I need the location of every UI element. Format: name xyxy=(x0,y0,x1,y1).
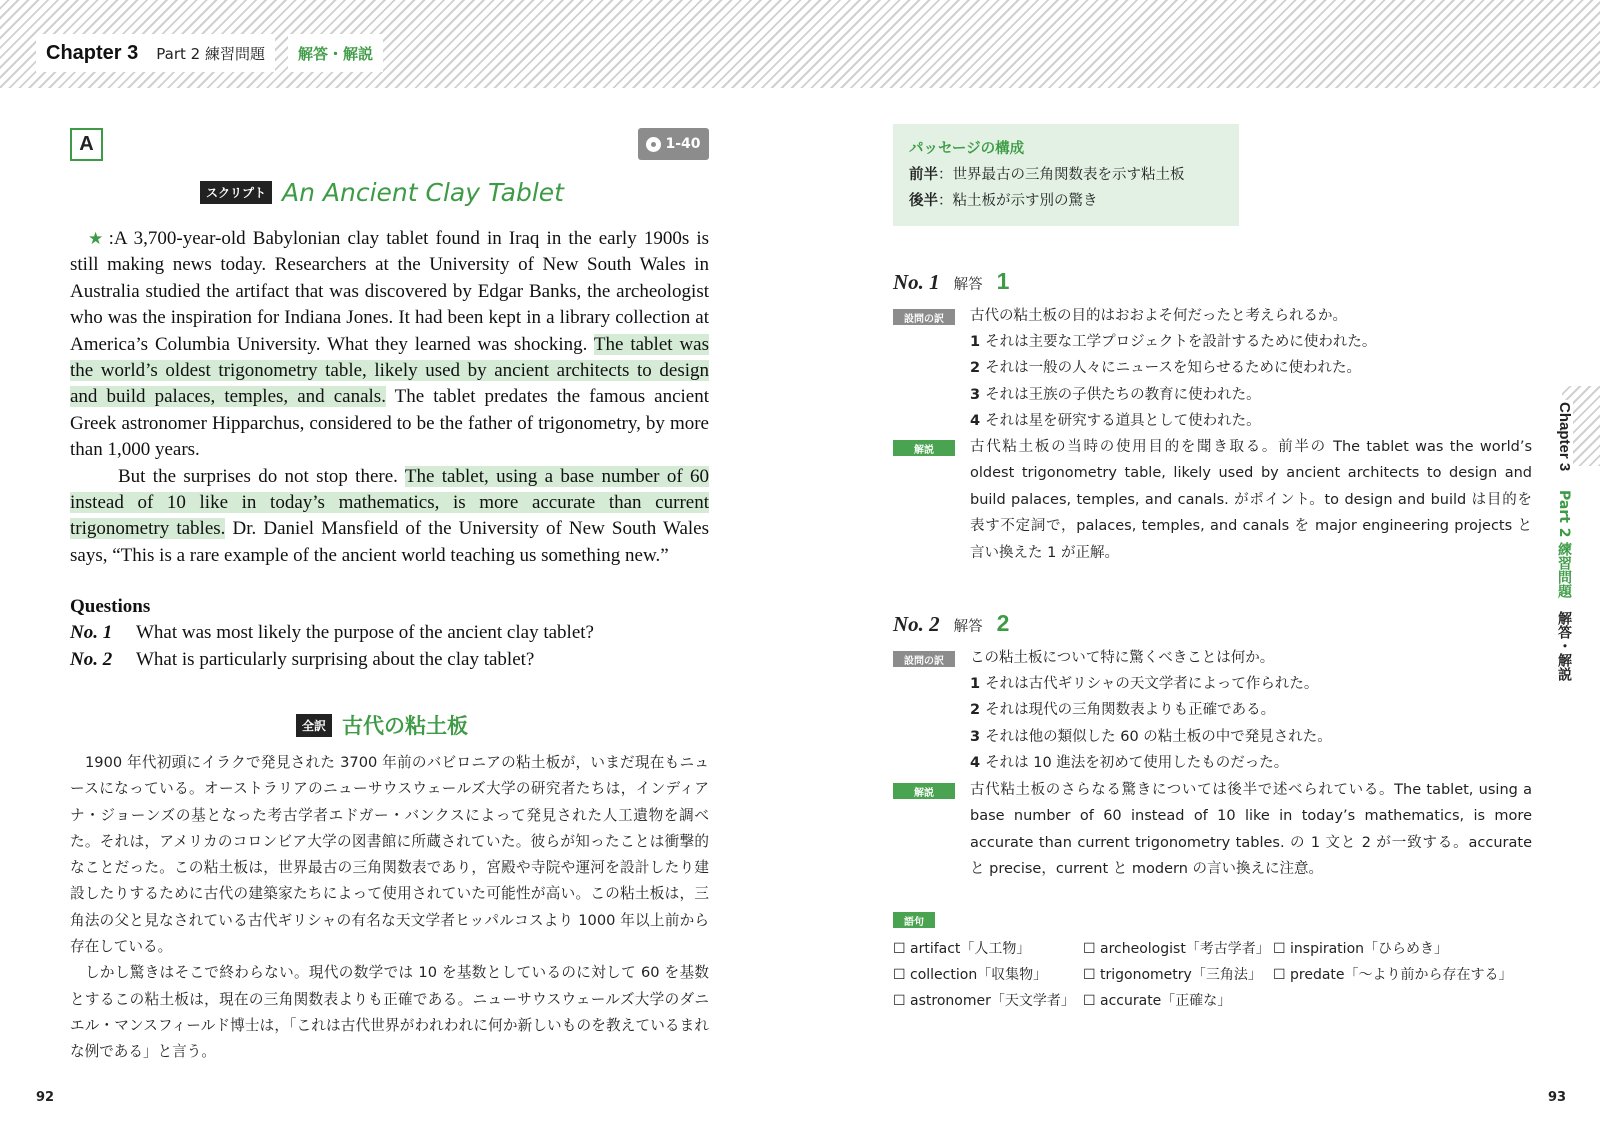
structure-title: パッセージの構成 xyxy=(909,141,1025,157)
question-row xyxy=(70,647,594,673)
page-number-right: 93 xyxy=(1548,1090,1567,1105)
question-translation-1: 古代の粘土板の目的はおおよそ何だったと考えられるか。 1 それは主要な工学プロジェクトを設計するために使われた。 2 それは一般の人々にニュースを知らせるために使われた。 3 それは王族の子供たちの教育に使われた。 4 それは星を研究する道具として使われた。 xyxy=(970,303,1376,434)
choice: 1 それは主要な工学プロジェクトを設計するために使われた。 xyxy=(970,334,1377,351)
answer-number: 1 xyxy=(996,268,1010,294)
track-number: 1-40 xyxy=(665,136,701,152)
choice: 2 それは一般の人々にニュースを知らせるために使われた。 xyxy=(970,360,1361,377)
side-chapter: Chapter 3 xyxy=(1556,402,1573,472)
structure-line-1: 前半：世界最古の三角関数表を示す粘土板 xyxy=(909,167,1185,183)
vocab-item: ☐ archeologist「考古学者」 xyxy=(1083,936,1273,962)
vocab-item: ☐ accurate「正確な」 xyxy=(1083,988,1231,1014)
translation-body xyxy=(70,750,709,1066)
vocabulary-list xyxy=(893,936,1513,1015)
translation-tag: 全訳 xyxy=(296,714,332,737)
vocab-item: ☐ trigonometry「三角法」 xyxy=(1083,962,1273,988)
translation-title: 古代の粘土板 xyxy=(342,714,469,738)
script-passage xyxy=(70,226,709,569)
passage-structure-box xyxy=(893,124,1239,226)
vocabulary-tag: 語句 xyxy=(893,912,935,928)
vocab-row xyxy=(893,962,1513,988)
explanation-tag: 解説 xyxy=(893,440,955,456)
star-icon: ★ xyxy=(88,229,106,248)
explanation-1: 古代粘土板の当時の使用目的を聞き取る。前半の The tablet was the world’s oldest trigonometry table, likely used by ancient architects to design and build palaces, temples, and canals. がポイント。to design and build は目的を表す不定詞で，palaces, temples, and canals を major engineering projects と言い換えた 1 が正解。 xyxy=(970,439,1532,561)
choice: 4 それは星を研究する道具として使われた。 xyxy=(970,412,1261,429)
passage-paragraph-1: ★ :A 3,700-year-old Babylonian clay tablet found in Iraq in the early 1900s is still making news today. Researchers at the University of New South Wales in Australia studied the artifact that was discovered by Edgar Banks, the archeologist who was the inspiration for Indiana Jones. It had been kept in a library collection at America’s Columbia University. What they learned was shocking. The tablet was the world’s oldest trigonometry table, likely used by ancient architects to design and build palaces, temples, and canals. The tablet predates the famous ancient Greek astronomer Hipparchus, considered to be the father of trigonometry, by more than 1,000 years. xyxy=(70,228,710,461)
structure-line-2: 後半：粘土板が示す別の驚き xyxy=(909,193,1098,209)
explanation-tag: 解説 xyxy=(893,783,955,799)
side-chapter-tab xyxy=(1553,400,1575,681)
answer-number: 2 xyxy=(996,610,1010,636)
translation-heading xyxy=(296,710,468,740)
side-part: Part 2 練習問題 xyxy=(1556,489,1572,599)
page-number-left: 92 xyxy=(36,1090,55,1105)
choice: 1 それは古代ギリシャの天文学者によって作られた。 xyxy=(970,676,1319,693)
answer-section-label: 解答・解説 xyxy=(288,34,383,72)
highlighted-sentence: The tablet was the world’s oldest trigonometry table, likely used by ancient architects to design and build palaces, temples, and canals. xyxy=(70,333,709,408)
section-marker: A xyxy=(70,128,103,161)
answer-heading-1 xyxy=(893,268,1009,295)
page-header xyxy=(0,0,1600,88)
choice: 4 それは 10 進法を初めて使用したものだった。 xyxy=(970,754,1289,771)
question-row xyxy=(70,620,594,646)
choice: 2 それは現代の三角関数表よりも正確である。 xyxy=(970,702,1276,719)
highlighted-sentence: The tablet, using a base number of 60 instead of 10 like in today’s mathematics, is more accurate than current trigonometry tables. xyxy=(70,465,709,540)
vocab-item: ☐ inspiration「ひらめき」 xyxy=(1273,936,1448,962)
vocab-item: ☐ artifact「人工物」 xyxy=(893,936,1083,962)
vocab-item: ☐ predate「〜より前から存在する」 xyxy=(1273,962,1513,988)
script-heading xyxy=(200,178,564,207)
part-title: Part 2 練習問題 xyxy=(156,44,265,63)
question-text: What was most likely the purpose of the ancient clay tablet? xyxy=(136,622,594,644)
audio-track-badge[interactable] xyxy=(638,128,709,160)
question-number: No. 2 xyxy=(70,648,113,670)
side-answer: 解答・解説 xyxy=(1556,610,1572,681)
question-translation-tag: 設問の訳 xyxy=(893,651,955,667)
question-translation-tag: 設問の訳 xyxy=(893,309,955,325)
question-number: No. 1 xyxy=(70,622,113,644)
question-text: What is particularly surprising about the clay tablet? xyxy=(136,648,535,670)
answer-heading-2 xyxy=(893,610,1009,637)
chapter-title: Chapter 3 xyxy=(46,41,139,64)
question-number: No. 2 xyxy=(893,612,940,636)
explanation-2: 古代粘土板のさらなる驚きについては後半で述べられている。The tablet, using a base number of 60 instead of 10 like in today’s mathematics, is more accurate than current trigonometry tables. の 1 文と 2 が一致する。accurate と precise，current と modern の言い換えに注意。 xyxy=(970,782,1532,878)
passage-paragraph-2: But the surprises do not stop there. The tablet, using a base number of 60 instead of 10 like in today’s mathematics, is more accurate than current trigonometry tables. Dr. Daniel Mansfield of the University of New South Wales says, “This is a rare example of the ancient world teaching us something new.” xyxy=(70,465,709,566)
answer-label: 解答 xyxy=(953,277,983,293)
cd-icon xyxy=(646,137,661,152)
answer-label: 解答 xyxy=(953,619,983,635)
choice: 3 それは王族の子供たちの教育に使われた。 xyxy=(970,386,1261,403)
vocab-row xyxy=(893,936,1513,962)
translation-paragraph-2: しかし驚きはそこで終わらない。現代の数学では 10 を基数としているのに対して 60 を基数とするこの粘土板は，現在の三角関数表よりも正確である。ニューサウスウェールズ大学のダニエル・マンスフィールド博士は，「これは古代世界がわれわれに何か新しいものを教えているまれな例である」と言う。 xyxy=(70,964,709,1061)
header-title-box xyxy=(36,34,275,72)
translation-paragraph-1: 1900 年代初頭にイラクで発見された 3700 年前のバビロニアの粘土板が，いまだ現在もニュースになっている。オーストラリアのニューサウスウェールズ大学の研究者たちは，インディアナ・ジョーンズの基となった考古学者エドガー・バンクスによって発見された人工遺物を調べた。それは，アメリカのコロンビア大学の図書館に所蔵されていた。彼らが知ったことは衝撃的なことだった。この粘土板は，世界最古の三角関数表であり，宮殿や寺院や運河を設計したり建設したりするために古代の建築家たちによって使用されていた可能性が高い。この粘土板は，三角法の父と見なされている古代ギリシャの有名な天文学者ヒッパルコスより 1000 年以上前から存在している。 xyxy=(70,754,709,956)
questions-heading: Questions xyxy=(70,596,151,617)
vocab-item: ☐ astronomer「天文学者」 xyxy=(893,988,1083,1014)
choice: 3 それは他の類似した 60 の粘土板の中で発見された。 xyxy=(970,728,1332,745)
questions-block xyxy=(70,594,594,673)
script-tag: スクリプト xyxy=(200,181,272,204)
question-number: No. 1 xyxy=(893,270,940,294)
question-translation-2: この粘土板について特に驚くべきことは何か。 1 それは古代ギリシャの天文学者によって作られた。 2 それは現代の三角関数表よりも正確である。 3 それは他の類似した 60 の粘土板の中で発見された。 4 それは 10 進法を初めて使用したものだった。 xyxy=(970,645,1332,776)
vocab-item: ☐ collection「収集物」 xyxy=(893,962,1083,988)
script-title: An Ancient Clay Tablet xyxy=(282,178,564,207)
vocab-row xyxy=(893,988,1513,1014)
